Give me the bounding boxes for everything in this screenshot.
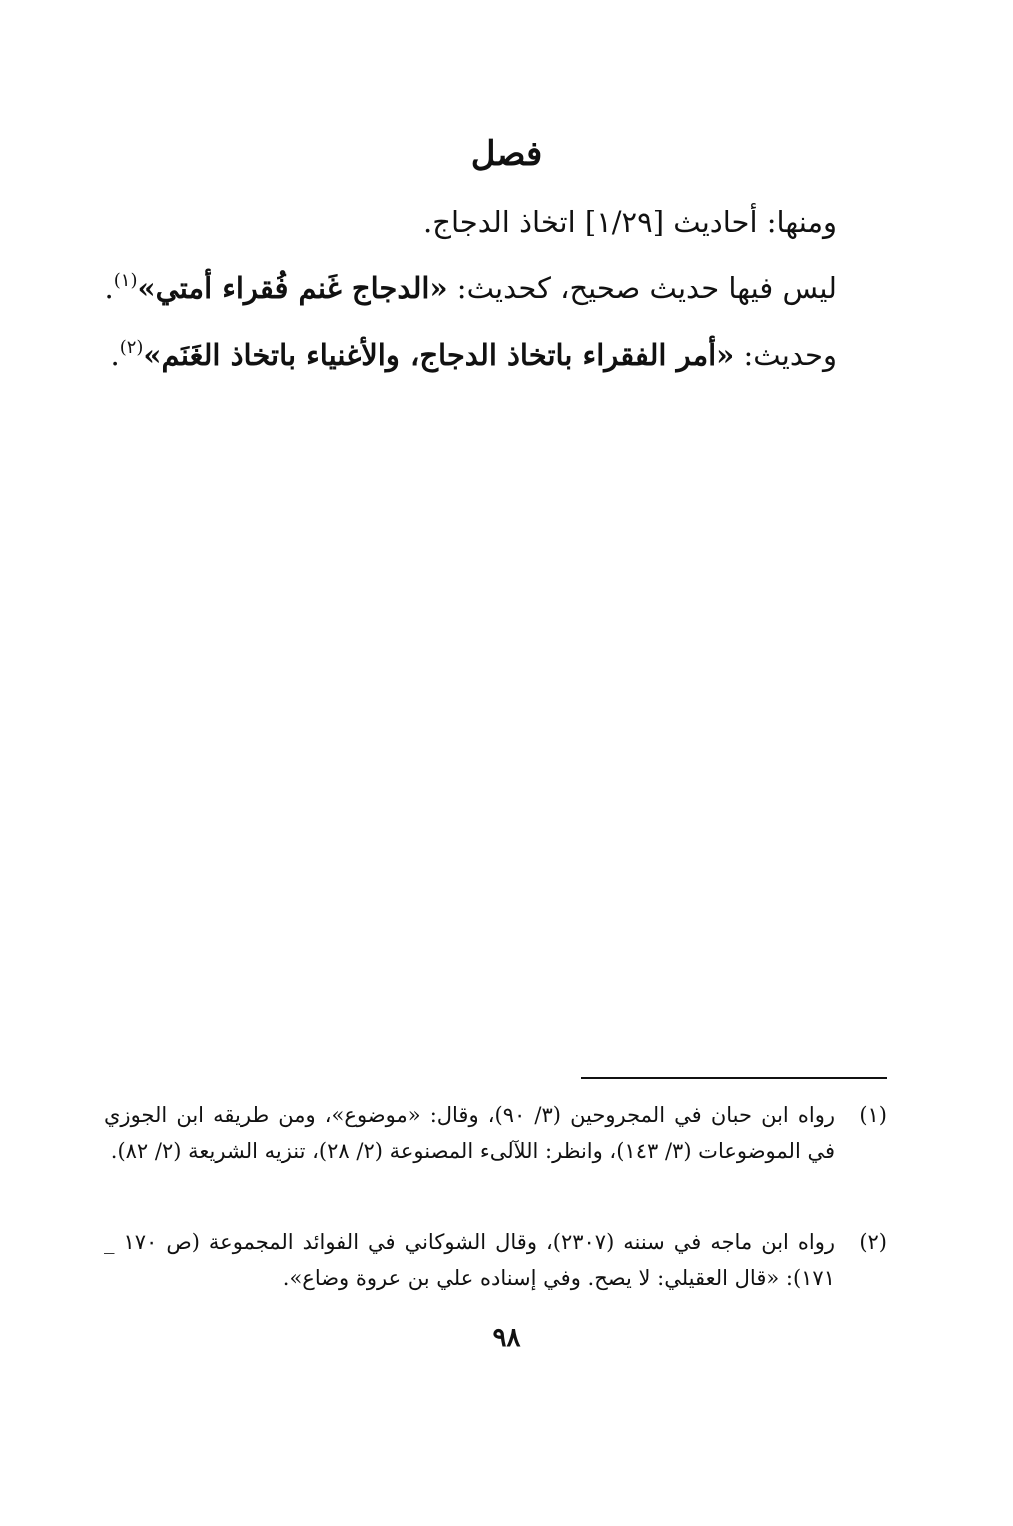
footnote-1-text: رواه ابن حبان في المجروحين (٣/ ٩٠)، وقال: «موضوع»، ومن طريقه ابن الجوزي في الموضوعات (٣/ ١٤٣)، وانظر: اللآلىء المصنوعة (٢/ ٢٨)، تنزيه الشريعة (٢/ ٨٢).: [104, 1103, 835, 1163]
line2-plain: ليس فيها حديث صحيح، كحديث:: [447, 271, 837, 305]
footnote-2: [104, 1224, 887, 1296]
line3-end: .: [110, 338, 120, 372]
footnote-divider: [581, 1077, 887, 1079]
footnote-2-number: (٢): [859, 1230, 887, 1254]
section-title: فصل: [470, 134, 543, 174]
hadith-quote-2: «أمر الفقراء باتخاذ الدجاج، والأغنياء باتخاذ الغَنَم»: [143, 338, 735, 372]
footnote-ref-2: (٢): [119, 337, 144, 358]
line1-text: ومنها: أحاديث [١/٢٩] اتخاذ الدجاج.: [423, 205, 837, 239]
footnote-1: [104, 1097, 887, 1169]
line2-end: .: [104, 271, 114, 305]
body-line-1: [120, 200, 837, 244]
body-line-2: [104, 266, 837, 310]
body-line-3: [110, 333, 837, 377]
page-number: ٩٨: [492, 1323, 521, 1353]
footnote-1-number: (١): [859, 1103, 887, 1127]
footnote-2-text: رواه ابن ماجه في سننه (٢٣٠٧)، وقال الشوكاني في الفوائد المجموعة (ص ١٧٠ _ ١٧١): «قال العقيلي: لا يصح. وفي إسناده علي بن عروة وضاع».: [104, 1230, 835, 1290]
footnote-ref-1: (١): [113, 270, 138, 291]
line3-plain: وحديث:: [734, 338, 837, 372]
hadith-quote-1: «الدجاج غَنم فُقراء أمتي»: [137, 271, 448, 305]
